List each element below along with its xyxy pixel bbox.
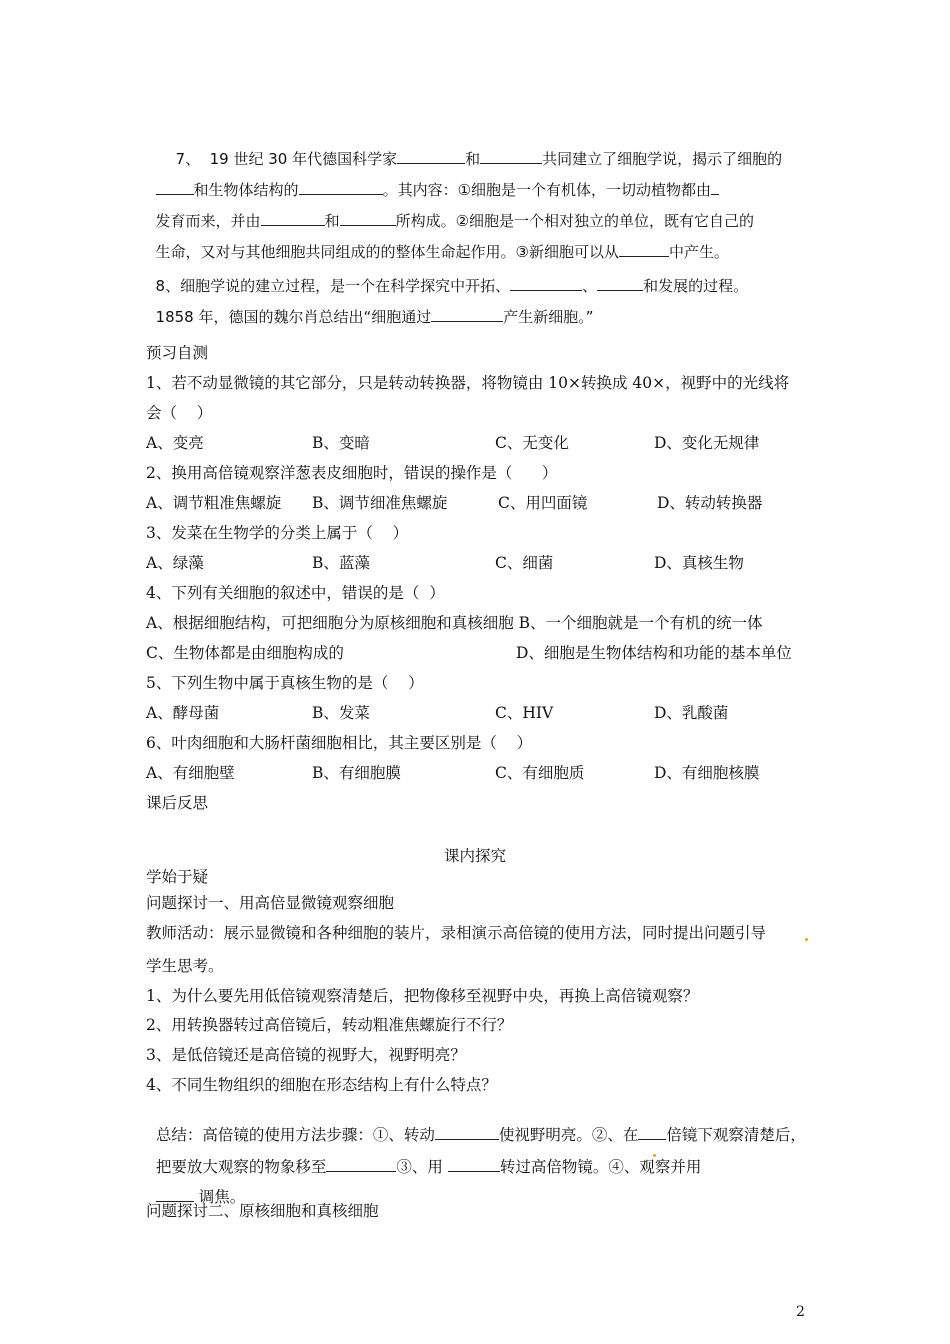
preview-q6-option: A、有细胞壁 — [146, 764, 235, 782]
topic-1-heading: 问题探讨一、用高倍显微镜观察细胞 — [146, 894, 395, 912]
q7-text: 。其内容：①细胞是一个有机体，一切动植物都由 — [382, 181, 712, 199]
q8-line-2 — [146, 287, 594, 327]
q7-text: 和生物体结构的 — [193, 181, 299, 199]
q7-text: 生命，又对与其他细胞共同组成的的整体生命起作用。③新细胞可以从 — [155, 243, 619, 261]
q7-text: 7、 19 世纪 30 年代德国科学家 — [175, 150, 398, 168]
preview-q3-option: B、蓝藻 — [312, 554, 370, 572]
q8-text: 8、细胞学说的建立过程，是一个在科学探究中开拓、 — [155, 277, 511, 295]
preview-q6: 6、叶肉细胞和大肠杆菌细胞相比，其主要区别是（ ） — [146, 734, 533, 752]
preview-q3-option: A、绿藻 — [146, 554, 204, 572]
preview-q3: 3、发菜在生物学的分类上属于（ ） — [146, 524, 409, 542]
preview-q5-option: D、乳酸菌 — [654, 704, 729, 722]
blank — [431, 307, 503, 322]
preview-q2-option: C、用凹面镜 — [498, 494, 588, 512]
preview-q6-option: B、有细胞膜 — [312, 764, 401, 782]
q8-text: 、 — [582, 277, 598, 295]
preview-q5-option: B、发菜 — [312, 704, 370, 722]
preview-q5: 5、下列生物中属于真核生物的是（ ） — [146, 674, 424, 692]
q7-text: 共同建立了细胞学说，揭示了细胞的 — [542, 150, 783, 168]
q7-text: 发育而来，并由 — [155, 212, 261, 230]
explore-question: 1、为什么要先用低倍镜观察清楚后，把物像移至视野中央，再换上高倍镜观察？ — [146, 987, 699, 1005]
summary-text: 倍镜下观察清楚后， — [666, 1126, 806, 1144]
explore-question: 4、不同生物组织的细胞在形态结构上有什么特点？ — [146, 1076, 497, 1094]
q8-text: 1858 年，德国的魏尔肖总结出“细胞通过 — [155, 308, 432, 326]
preview-q5-option: A、酵母菌 — [146, 704, 220, 722]
q7-text: 所构成。②细胞是一个相对独立的单位，既有它自己的 — [395, 212, 755, 230]
explore-question: 2、用转换器转过高倍镜后，转动粗准焦螺旋行不行？ — [146, 1016, 513, 1034]
preview-q1-line-1: 1、若不动显微镜的其它部分，只是转动转换器，将物镜由 10×转换成 40×，视野中的光线将 — [146, 374, 790, 392]
teacher-activity: 教师活动：展示显微镜和各种细胞的装片，录相演示高倍镜的使用方法，同时提出问题引导 — [146, 924, 767, 942]
preview-q2-option: A、调节粗准焦螺旋 — [146, 494, 282, 512]
preview-q5-option: C、HIV — [495, 704, 554, 722]
q7-text: 和 — [324, 212, 340, 230]
preview-q3-option: D、真核生物 — [654, 554, 744, 572]
page-number: 2 — [796, 1304, 805, 1320]
blank — [326, 1157, 396, 1172]
summary-text: ③、用 — [396, 1158, 448, 1176]
preview-q2-option: B、调节细准焦螺旋 — [312, 494, 448, 512]
summary-text: 转过高倍物镜。④、观察并用 — [499, 1158, 702, 1176]
section-title: 课内探究 — [443, 847, 506, 865]
summary-text: 调焦。 — [193, 1188, 246, 1206]
summary-text: 总结：高倍镜的使用方法步骤：①、转动 — [155, 1126, 435, 1144]
preview-heading: 预习自测 — [146, 344, 209, 362]
q7-text: 中产生。 — [669, 243, 730, 261]
preview-q1-option: B、变暗 — [312, 434, 370, 452]
explore-question: 3、是低倍镜还是高倍镜的视野大，视野明亮？ — [146, 1046, 466, 1064]
preview-q4-option-c: C、生物体都是由细胞构成的 — [146, 644, 344, 662]
preview-q6-option: C、有细胞质 — [495, 764, 585, 782]
preview-q4-option-d: D、细胞是生物体结构和功能的基本单位 — [516, 644, 792, 662]
preview-q2-option: D、转动转换器 — [657, 494, 763, 512]
reflection-heading: 课后反思 — [146, 794, 209, 812]
preview-q1-line-2: 会（ ） — [146, 404, 213, 422]
preview-q2: 2、换用高倍镜观察洋葱表皮细胞时，错误的操作是（ ） — [146, 464, 558, 482]
blank — [597, 276, 643, 291]
blank — [619, 242, 669, 257]
blank — [156, 1187, 194, 1202]
preview-q1-option: A、变亮 — [146, 434, 204, 452]
summary-text: 使视野明亮。②、在 — [498, 1126, 639, 1144]
student-think: 学生思考。 — [146, 957, 224, 975]
preview-q4-option-ab: A、根据细胞结构，可把细胞分为原核细胞和真核细胞 B、一个细胞就是一个有机的统一体 — [146, 614, 763, 632]
summary-text: 把要放大观察的物象移至 — [155, 1158, 327, 1176]
q7-text: 和 — [465, 150, 481, 168]
topic-2-heading: 问题探讨二、原核细胞和真核细胞 — [146, 1202, 379, 1220]
blank — [448, 1157, 500, 1172]
yellow-dot — [805, 938, 808, 941]
preview-q6-option: D、有细胞核膜 — [654, 764, 760, 782]
preview-q3-option: C、细菌 — [495, 554, 554, 572]
yellow-dot — [653, 1154, 656, 1157]
preview-q1-option: D、变化无规律 — [654, 434, 760, 452]
preview-q1-option: C、无变化 — [495, 434, 569, 452]
section-subtitle: 学始于疑 — [146, 868, 209, 886]
preview-q4: 4、下列有关细胞的叙述中，错误的是（ ） — [146, 584, 445, 602]
q8-text: 和发展的过程。 — [643, 277, 749, 295]
q8-text: 产生新细胞。” — [503, 308, 594, 326]
